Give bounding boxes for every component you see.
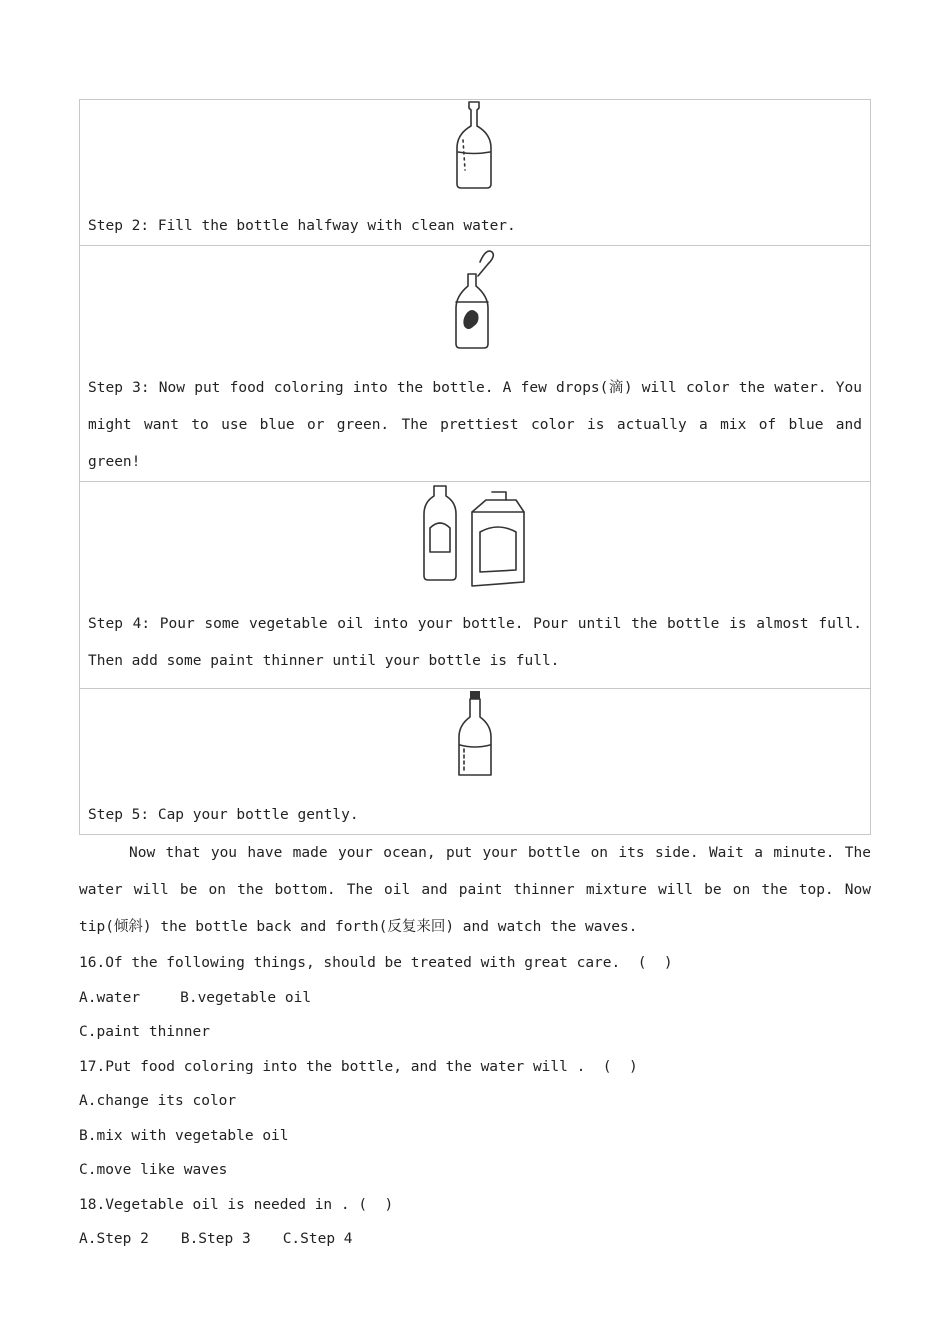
step-row (80, 482, 871, 689)
option-c: C.paint thinner (79, 1024, 210, 1040)
step-row (80, 246, 871, 482)
oil-and-thinner-icon (420, 482, 530, 588)
question-16 (79, 946, 871, 1050)
step-text: Step 5: Cap your bottle gently. (88, 807, 359, 823)
option-b: B.vegetable oil (180, 989, 312, 1006)
option-c: C.move like waves (79, 1162, 228, 1178)
option-a: A.Step 2 (79, 1231, 149, 1247)
step-row (80, 100, 871, 246)
option-a: A.water (79, 989, 141, 1006)
dropper-bottle-icon (450, 246, 500, 350)
option-b: B.mix with vegetable oil (79, 1127, 289, 1144)
document-page (79, 99, 871, 1257)
question-stem: 18.Vegetable oil is needed in . ( ) (79, 1196, 394, 1213)
option-b: B.Step 3 (180, 1231, 251, 1247)
step-text: Step 3: Now put food coloring into the bottle. A few drops(滴) will color the water. You might want to use blue or green. The prettiest color is actually a mix of blue and green! (88, 380, 862, 470)
steps-table (79, 99, 871, 835)
step-row (80, 689, 871, 835)
option-a: A.change its color (79, 1093, 237, 1109)
water-bottle-icon (453, 100, 497, 190)
step-text: Step 2: Fill the bottle halfway with clean water. (88, 218, 516, 234)
closing-paragraph: Now that you have made your ocean, put your bottle on its side. Wait a minute. The water will be on the bottom. The oil and paint thinner mixture will be on the top. Now tip(倾斜) the bottle back and forth(反复来回) and watch the waves. (79, 845, 871, 935)
capped-bottle-icon (455, 689, 495, 779)
option-c: C.Step 4 (282, 1231, 353, 1247)
step-text: Step 4: Pour some vegetable oil into your bottle. Pour until the bottle is almost full. Then add some paint thinner until your bottle is full. (88, 616, 862, 669)
question-17 (79, 1050, 871, 1188)
question-stem: 17.Put food coloring into the bottle, and the water will . ( ) (79, 1058, 638, 1075)
question-stem: 16.Of the following things, should be treated with great care. ( ) (79, 955, 673, 971)
question-18 (79, 1188, 871, 1257)
